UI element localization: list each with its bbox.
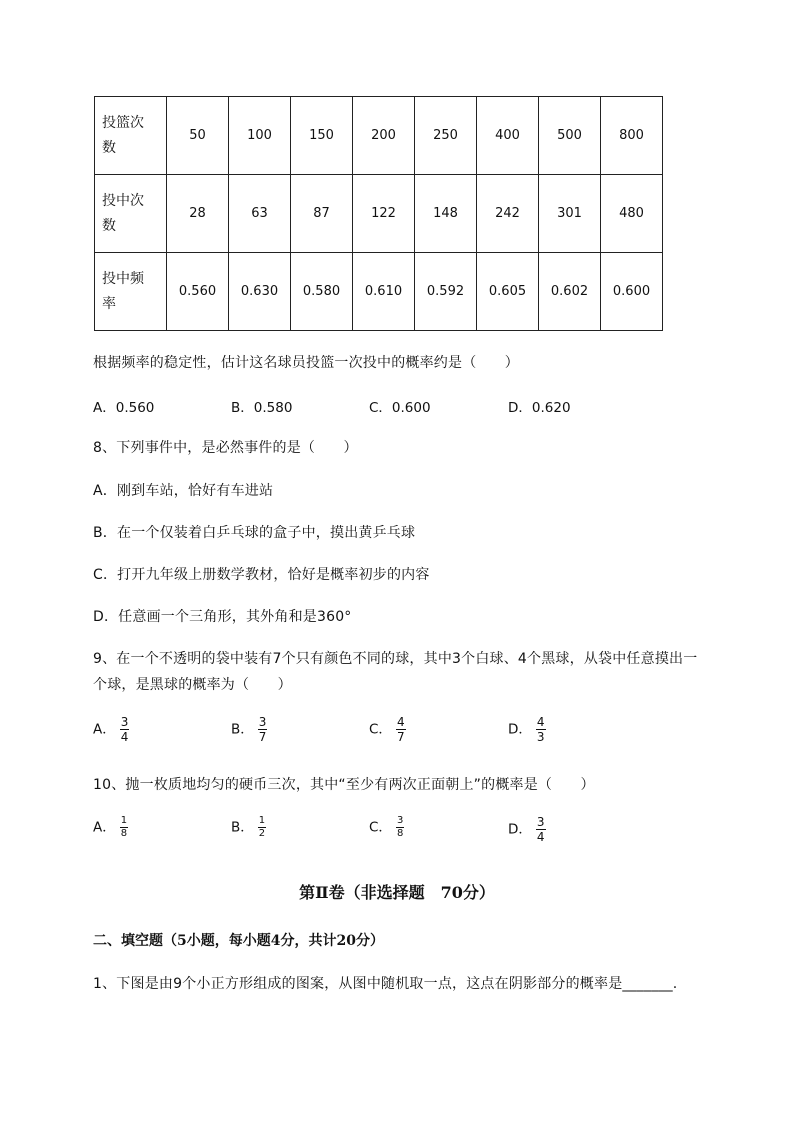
table-cell: 0.560 xyxy=(167,253,229,331)
table-row xyxy=(95,253,663,331)
denominator: 4 xyxy=(120,730,129,744)
denominator: 8 xyxy=(120,828,128,839)
table-cell: 0.600 xyxy=(601,253,663,331)
fraction xyxy=(258,815,266,840)
q8-option-b: B．在一个仅装着白乒乓球的盒子中，摸出黄乒乓球 xyxy=(93,525,416,541)
fraction xyxy=(120,715,130,744)
question-9-stem-line1: 9、在一个不透明的袋中装有7个只有颜色不同的球，其中3个白球、4个黑球，从袋中任意摸出一 xyxy=(93,651,698,667)
q10-option-b xyxy=(231,815,266,840)
table-cell: 0.605 xyxy=(477,253,539,331)
row-header xyxy=(95,175,167,253)
row-header-line: 数 xyxy=(102,139,116,156)
fraction xyxy=(258,715,268,744)
fill-in-section-heading: 二、填空题（5小题，每小题4分，共计20分） xyxy=(93,933,384,949)
fill-in-question-1: 1、下图是由9个小正方形组成的图案，从图中随机取一点，这点在阴影部分的概率是_______. xyxy=(93,976,678,992)
question-9-stem-line2: 个球，是黑球的概率为（ ） xyxy=(93,677,292,693)
row-header-line: 数 xyxy=(102,217,116,234)
numerator: 3 xyxy=(396,815,404,826)
option-label: C． xyxy=(369,819,392,836)
table-cell: 0.602 xyxy=(539,253,601,331)
numerator: 3 xyxy=(120,715,129,729)
numerator: 1 xyxy=(120,815,128,826)
table-cell: 500 xyxy=(539,97,601,175)
q7-option-a: A．0.560 xyxy=(93,400,155,416)
fraction xyxy=(396,815,404,840)
question-10-stem: 10、抛一枚质地均匀的硬币三次，其中“至少有两次正面朝上”的概率是（ ） xyxy=(93,777,595,793)
q10-option-a xyxy=(93,815,128,840)
option-label: B． xyxy=(231,721,254,738)
table-cell: 800 xyxy=(601,97,663,175)
numerator: 4 xyxy=(396,715,405,729)
table-cell: 148 xyxy=(415,175,477,253)
table-cell: 0.610 xyxy=(353,253,415,331)
table-cell: 200 xyxy=(353,97,415,175)
denominator: 3 xyxy=(536,730,545,744)
table-row xyxy=(95,175,663,253)
numerator: 1 xyxy=(258,815,266,826)
numerator: 4 xyxy=(536,715,545,729)
q10-option-c xyxy=(369,815,404,840)
table-cell: 63 xyxy=(229,175,291,253)
table-cell: 87 xyxy=(291,175,353,253)
table-row xyxy=(95,97,663,175)
table-cell: 301 xyxy=(539,175,601,253)
table-cell: 100 xyxy=(229,97,291,175)
table-cell: 0.630 xyxy=(229,253,291,331)
option-label: D． xyxy=(508,821,532,838)
q10-option-d xyxy=(508,815,546,844)
question-7-stem: 根据频率的稳定性，估计这名球员投篮一次投中的概率约是（ ） xyxy=(93,355,519,371)
table-cell: 50 xyxy=(167,97,229,175)
denominator: 7 xyxy=(258,730,267,744)
question-8-stem: 8、下列事件中，是必然事件的是（ ） xyxy=(93,440,358,456)
table-cell: 242 xyxy=(477,175,539,253)
q7-option-d: D．0.620 xyxy=(508,400,571,416)
denominator: 2 xyxy=(258,828,266,839)
option-label: A． xyxy=(93,721,116,738)
table-cell: 400 xyxy=(477,97,539,175)
fraction xyxy=(536,715,546,744)
part-2-title: 第Ⅱ卷（非选择题 70分） xyxy=(299,883,495,902)
row-header-line: 投中次 xyxy=(102,192,144,209)
table-cell: 480 xyxy=(601,175,663,253)
q8-option-d: D．任意画一个三角形，其外角和是360° xyxy=(93,609,352,625)
q9-option-b xyxy=(231,715,267,744)
q8-option-c: C．打开九年级上册数学教材，恰好是概率初步的内容 xyxy=(93,567,430,583)
option-label: D． xyxy=(508,721,532,738)
denominator: 7 xyxy=(396,730,405,744)
numerator: 3 xyxy=(258,715,267,729)
denominator: 8 xyxy=(396,828,404,839)
option-label: A． xyxy=(93,819,116,836)
numerator: 3 xyxy=(536,815,545,829)
table-cell: 0.592 xyxy=(415,253,477,331)
row-header-line: 投篮次 xyxy=(102,114,144,131)
frequency-table xyxy=(94,96,663,331)
row-header xyxy=(95,97,167,175)
table-cell: 250 xyxy=(415,97,477,175)
q9-option-a xyxy=(93,715,129,744)
q7-option-b: B．0.580 xyxy=(231,400,293,416)
table-cell: 150 xyxy=(291,97,353,175)
fraction xyxy=(396,715,406,744)
q8-option-a: A．刚到车站，恰好有车进站 xyxy=(93,483,274,499)
row-header-line: 率 xyxy=(102,295,116,312)
table-cell: 28 xyxy=(167,175,229,253)
q9-option-c xyxy=(369,715,406,744)
q9-option-d xyxy=(508,715,546,744)
row-header-line: 投中频 xyxy=(102,270,144,287)
option-label: C． xyxy=(369,721,392,738)
row-header xyxy=(95,253,167,331)
fraction xyxy=(120,815,128,840)
fraction xyxy=(536,815,546,844)
option-label: B． xyxy=(231,819,254,836)
q7-option-c: C．0.600 xyxy=(369,400,431,416)
table-cell: 0.580 xyxy=(291,253,353,331)
table-cell: 122 xyxy=(353,175,415,253)
denominator: 4 xyxy=(536,830,545,844)
